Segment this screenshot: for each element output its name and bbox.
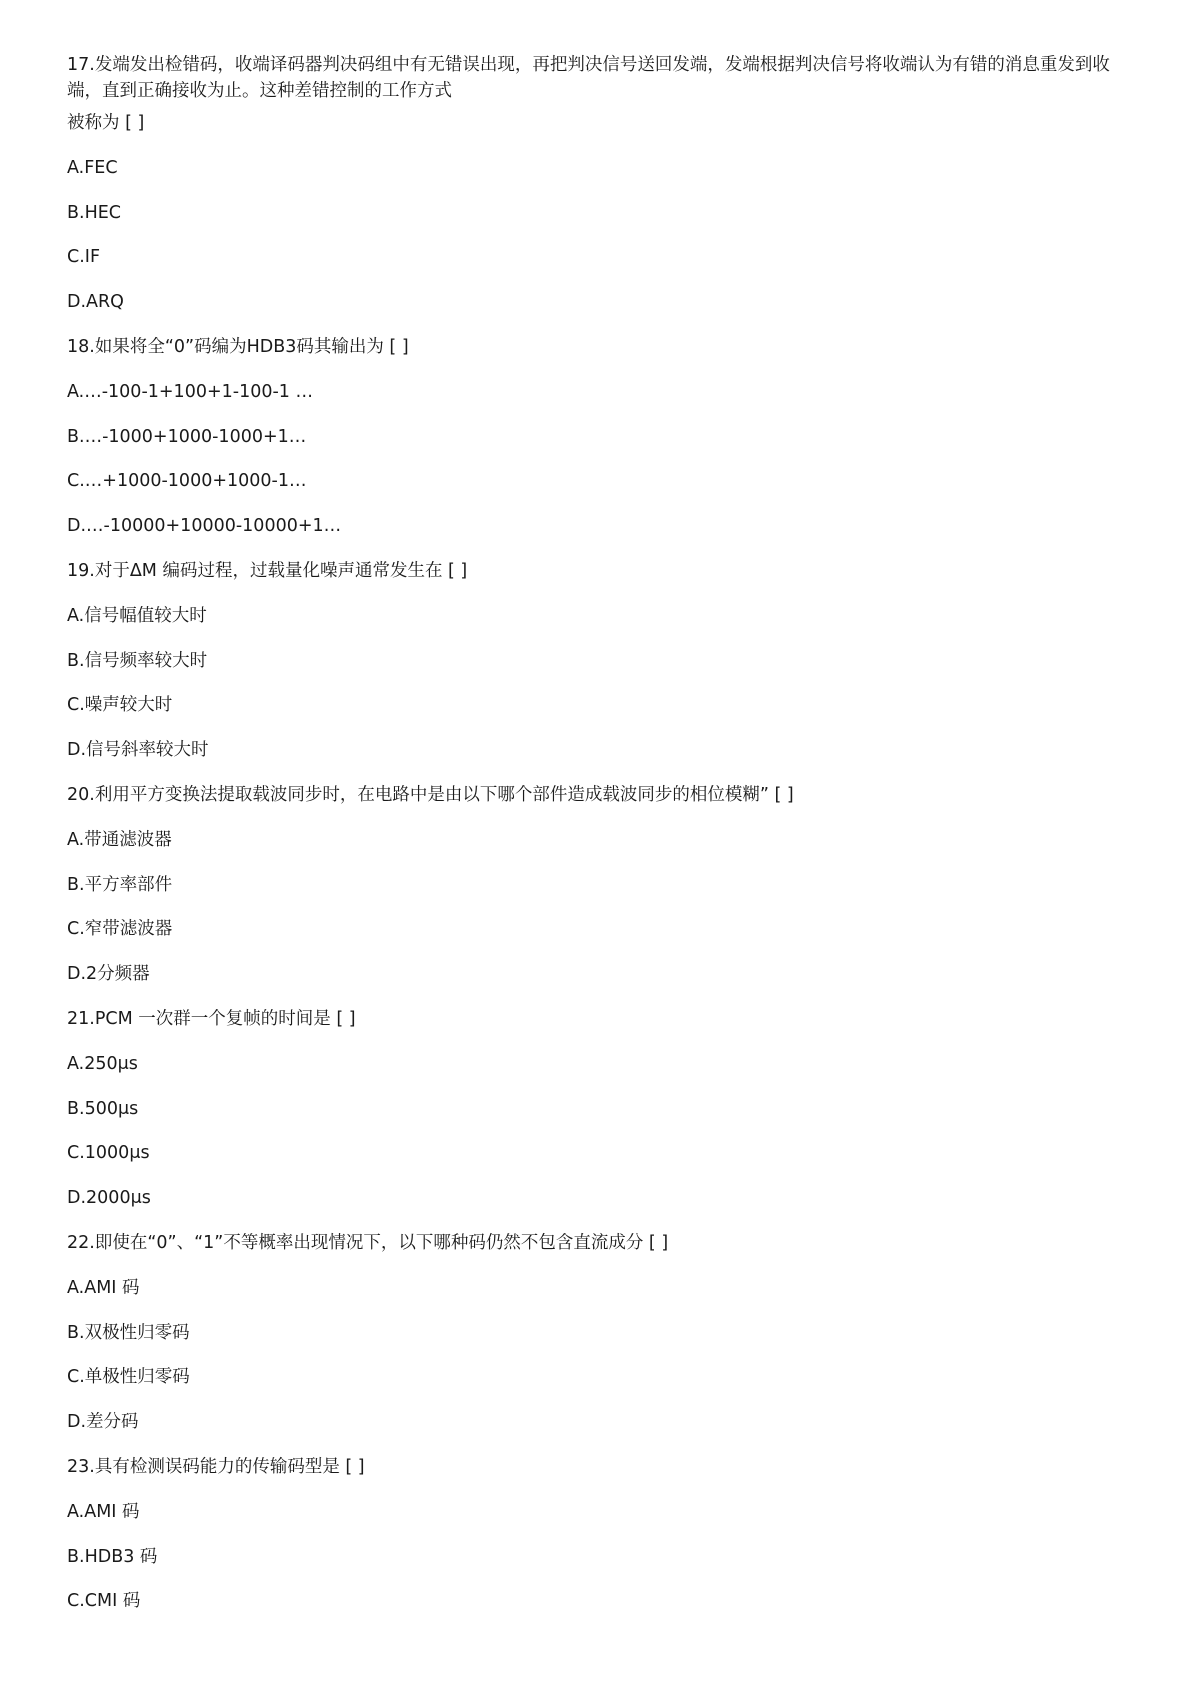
- question-22-option-a: A.AMI 码: [67, 1277, 140, 1298]
- question-19-stem: 19.对于ΔM 编码过程，过载量化噪声通常发生在 [ ]: [67, 560, 468, 581]
- question-20-stem: 20.利用平方变换法提取载波同步时，在电路中是由以下哪个部件造成载波同步的相位模糊” [ ]: [67, 784, 794, 805]
- question-20-option-d: D.2分频器: [67, 964, 150, 985]
- question-21-stem: 21.PCM 一次群一个复帧的时间是 [ ]: [67, 1008, 356, 1029]
- question-18-option-a: A.…-100-1+100+1-100-1 …: [67, 381, 313, 402]
- question-19-option-a: A.信号幅值较大时: [67, 605, 207, 626]
- question-17-option-c: C.IF: [67, 247, 101, 268]
- question-21-option-a: A.250μs: [67, 1053, 138, 1074]
- question-22-option-d: D.差分码: [67, 1412, 139, 1433]
- question-20-option-c: C.窄带滤波器: [67, 919, 173, 940]
- question-18-option-c: C.…+1000-1000+1000-1…: [67, 471, 307, 492]
- question-18-option-b: B.…-1000+1000-1000+1…: [67, 426, 307, 447]
- question-21-option-d: D.2000μs: [67, 1188, 151, 1209]
- question-22-option-b: B.双极性归零码: [67, 1322, 190, 1343]
- question-17-stem-continued: 被称为 [ ]: [67, 113, 145, 133]
- question-19-option-d: D.信号斜率较大时: [67, 740, 209, 761]
- question-23-option-a: A.AMI 码: [67, 1501, 140, 1522]
- question-22-option-c: C.单极性归零码: [67, 1367, 190, 1388]
- question-21-option-c: C.1000μs: [67, 1143, 150, 1164]
- document-page: [67, 52, 1127, 1633]
- question-21-option-b: B.500μs: [67, 1098, 139, 1119]
- question-20-option-a: A.带通滤波器: [67, 829, 172, 850]
- question-17-option-d: D.ARQ: [67, 292, 124, 313]
- question-20-option-b: B.平方率部件: [67, 874, 173, 895]
- question-18-stem: 18.如果将全“0”码编为HDB3码其输出为 [ ]: [67, 336, 409, 357]
- question-23-stem: 23.具有检测误码能力的传输码型是 [ ]: [67, 1456, 365, 1477]
- question-18-option-d: D.…-10000+10000-10000+1…: [67, 516, 342, 537]
- question-17-option-b: B.HEC: [67, 202, 122, 223]
- question-23-option-b: B.HDB3 码: [67, 1546, 158, 1567]
- question-17-stem: 17.发端发出检错码，收端译码器判决码组中有无错误出现，再把判决信号送回发端，发端根据判决信号将收端认为有错的消息重发到收端，直到正确接收为止。这种差错控制的工作方式: [67, 55, 1110, 101]
- question-23-option-c: C.CMI 码: [67, 1591, 141, 1612]
- question-19-option-c: C.噪声较大时: [67, 695, 173, 716]
- question-17-option-a: A.FEC: [67, 157, 118, 178]
- question-22-stem: 22.即使在“0”、“1”不等概率出现情况下，以下哪种码仍然不包含直流成分 [ ]: [67, 1232, 669, 1253]
- question-19-option-b: B.信号频率较大时: [67, 650, 208, 671]
